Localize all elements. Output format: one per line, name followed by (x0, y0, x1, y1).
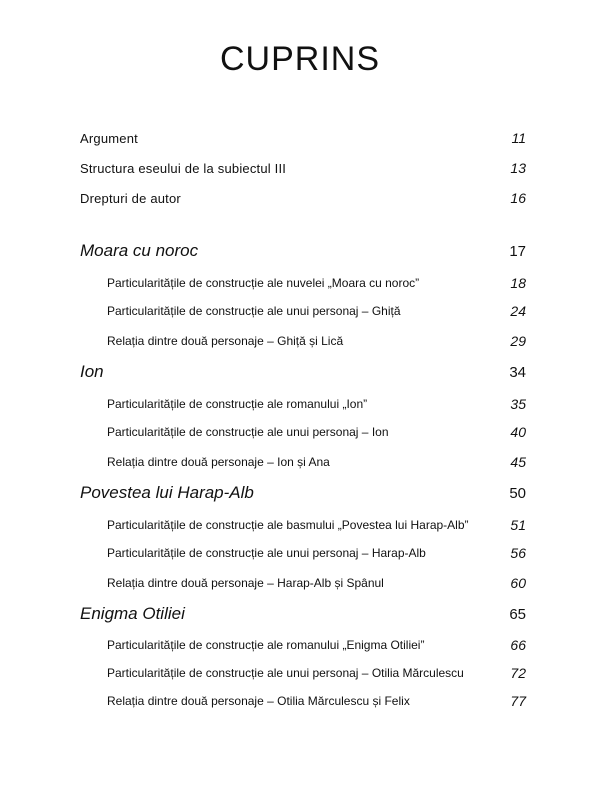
toc-page-number: 29 (510, 333, 526, 349)
toc-subentry[interactable] (107, 421, 526, 443)
toc-chapter-title: Enigma Otiliei (80, 604, 185, 623)
toc-entry-label: Relația dintre două personaje – Otilia Mărculescu și Felix (107, 694, 410, 708)
toc-chapter-title: Moara cu noroc (80, 241, 199, 260)
toc-page-number: 56 (510, 545, 526, 561)
toc-page-number: 34 (509, 363, 526, 381)
toc-entry-label: Structura eseului de la subiectul III (80, 160, 287, 176)
toc-subentry[interactable] (107, 330, 526, 352)
toc-page-number: 16 (510, 190, 526, 206)
toc-entry-label: Relația dintre două personaje – Ghiță și Lică (107, 334, 344, 348)
toc-page-number: 51 (510, 517, 526, 533)
toc-page-number: 24 (510, 303, 526, 319)
toc-subentry[interactable] (107, 662, 526, 684)
toc-chapter-enigma-otiliei[interactable] (80, 603, 526, 625)
toc-page-number: 77 (510, 693, 526, 709)
toc-entry-label: Argument (80, 130, 138, 146)
toc-entry-label: Particularitățile de construcție ale unui personaj – Otilia Mărculescu (107, 666, 464, 680)
toc-page-number: 50 (509, 484, 526, 502)
toc-subentry[interactable] (107, 634, 526, 656)
toc-chapter-title: Povestea lui Harap-Alb (80, 483, 254, 502)
page-title: CUPRINS (219, 40, 381, 78)
toc-entry-argument[interactable] (80, 127, 526, 149)
toc-subentry[interactable] (107, 542, 526, 564)
toc-subentry[interactable] (107, 451, 526, 473)
toc-entry-label: Particularitățile de construcție ale unui personaj – Ion (107, 425, 389, 439)
toc-entry-structura-eseului[interactable] (80, 157, 526, 179)
toc-page-number: 18 (510, 275, 526, 291)
toc-subentry[interactable] (107, 393, 526, 415)
toc-subentry[interactable] (107, 514, 526, 536)
toc-page-number: 35 (510, 396, 526, 412)
toc-subentry[interactable] (107, 690, 526, 712)
toc-chapter-title: Ion (80, 362, 104, 381)
toc-page-number: 66 (510, 637, 526, 653)
toc-page-number: 13 (510, 160, 526, 176)
toc-subentry[interactable] (107, 572, 526, 594)
toc-entry-label: Particularitățile de construcție ale unui personaj – Ghiță (107, 304, 401, 318)
toc-entry-drepturi-de-autor[interactable] (80, 187, 526, 209)
toc-page-number: 45 (510, 454, 526, 470)
toc-entry-label: Particularitățile de construcție ale romanului „Enigma Otiliei” (107, 638, 425, 652)
toc-entry-label: Relația dintre două personaje – Harap-Alb și Spânul (107, 576, 384, 590)
toc-entry-label: Particularitățile de construcție ale nuvelei „Moara cu noroc” (107, 276, 420, 290)
toc-page-number: 11 (511, 130, 526, 146)
toc-page-number: 60 (510, 575, 526, 591)
toc-subentry[interactable] (107, 300, 526, 322)
toc-chapter-moara-cu-noroc[interactable] (80, 240, 526, 262)
toc-entry-label: Drepturi de autor (80, 190, 181, 206)
toc-entry-label: Particularitățile de construcție ale basmului „Povestea lui Harap-Alb” (107, 518, 469, 532)
toc-page-number: 65 (509, 605, 526, 623)
toc-chapter-ion[interactable] (80, 361, 526, 383)
toc-entry-label: Relația dintre două personaje – Ion și Ana (107, 455, 330, 469)
toc-page-number: 40 (510, 424, 526, 440)
toc-entry-label: Particularitățile de construcție ale romanului „Ion” (107, 397, 368, 411)
toc-page-number: 72 (510, 665, 526, 681)
toc-chapter-povestea-lui-harap-alb[interactable] (80, 482, 526, 504)
toc-subentry[interactable] (107, 272, 526, 294)
toc-page-number: 17 (509, 242, 526, 260)
toc-entry-label: Particularitățile de construcție ale unui personaj – Harap-Alb (107, 546, 426, 560)
